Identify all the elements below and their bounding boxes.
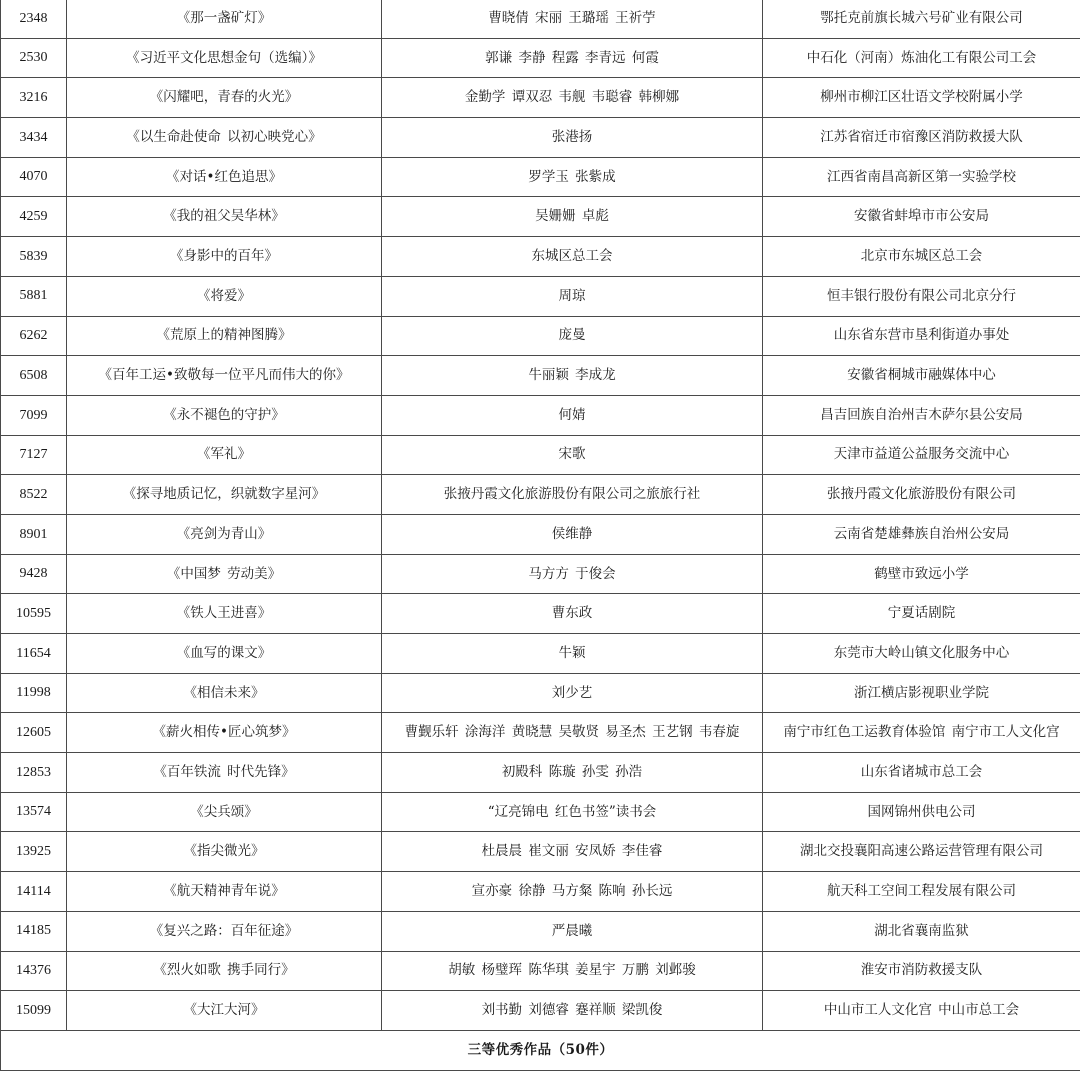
entry-id-cell: 5881 [1,276,67,316]
authors-cell: 罗学玉 张紫成 [382,157,763,197]
work-title-cell: 《荒原上的精神图腾》 [67,316,382,356]
unit-cell: 鹤壁市致远小学 [763,554,1080,594]
authors-cell: 刘少艺 [382,673,763,713]
work-title-cell: 《我的祖父吴华林》 [67,197,382,237]
authors-cell: 庞曼 [382,316,763,356]
entry-id-cell: 3216 [1,78,67,118]
entry-id-cell: 15099 [1,991,67,1031]
authors-cell: 何婧 [382,395,763,435]
unit-cell: 宁夏话剧院 [763,594,1080,634]
table-row [1,911,1080,951]
unit-cell: 南宁市红色工运教育体验馆 南宁市工人文化宫 [763,713,1080,753]
award-table-body [1,0,1080,1030]
work-title-cell: 《薪火相传•匠心筑梦》 [67,713,382,753]
entry-id-cell: 4070 [1,157,67,197]
table-row [1,475,1080,515]
entry-id-cell: 12605 [1,713,67,753]
unit-cell: 东莞市大岭山镇文化服务中心 [763,634,1080,674]
work-title-cell: 《大江大河》 [67,991,382,1031]
table-row [1,991,1080,1031]
authors-cell: 刘书勤 刘德睿 蹇祥顺 梁凯俊 [382,991,763,1031]
table-row [1,316,1080,356]
authors-cell: 金勤学 谭双忍 韦舰 韦聪睿 韩柳娜 [382,78,763,118]
entry-id-cell: 8901 [1,514,67,554]
entry-id-cell: 7127 [1,435,67,475]
table-row [1,395,1080,435]
table-row [1,38,1080,78]
unit-cell: 昌吉回族自治州吉木萨尔县公安局 [763,395,1080,435]
work-title-cell: 《以生命赴使命 以初心映党心》 [67,118,382,158]
unit-cell: 柳州市柳江区壮语文学校附属小学 [763,78,1080,118]
table-row [1,832,1080,872]
unit-cell: 中石化（河南）炼油化工有限公司工会 [763,38,1080,78]
authors-cell: 张掖丹霞文化旅游股份有限公司之旅旅行社 [382,475,763,515]
unit-cell: 国网锦州供电公司 [763,792,1080,832]
work-title-cell: 《习近平文化思想金句（选编）》 [67,38,382,78]
table-row [1,78,1080,118]
table-row [1,197,1080,237]
entry-id-cell: 11654 [1,634,67,674]
unit-cell: 浙江横店影视职业学院 [763,673,1080,713]
work-title-cell: 《相信未来》 [67,673,382,713]
authors-cell: 东城区总工会 [382,237,763,277]
unit-cell: 张掖丹霞文化旅游股份有限公司 [763,475,1080,515]
entry-id-cell: 8522 [1,475,67,515]
work-title-cell: 《铁人王进喜》 [67,594,382,634]
entry-id-cell: 10595 [1,594,67,634]
table-row [1,792,1080,832]
authors-cell: 牛丽颖 李成龙 [382,356,763,396]
entry-id-cell: 13574 [1,792,67,832]
unit-cell: 江西省南昌高新区第一实验学校 [763,157,1080,197]
authors-cell: 曹东政 [382,594,763,634]
authors-cell: 马方方 于俊会 [382,554,763,594]
authors-cell: 吴姗姗 卓彪 [382,197,763,237]
work-title-cell: 《永不褪色的守护》 [67,395,382,435]
unit-cell: 淮安市消防救援支队 [763,951,1080,991]
table-row [1,713,1080,753]
authors-cell: 曹觐乐轩 涂海洋 黄晓慧 吴敬贤 易圣杰 王艺钢 韦春旋 [382,713,763,753]
unit-cell: 航天科工空间工程发展有限公司 [763,872,1080,912]
unit-cell: 北京市东城区总工会 [763,237,1080,277]
work-title-cell: 《对话•红色追思》 [67,157,382,197]
authors-cell: 张港扬 [382,118,763,158]
entry-id-cell: 11998 [1,673,67,713]
unit-cell: 恒丰银行股份有限公司北京分行 [763,276,1080,316]
work-title-cell: 《将爱》 [67,276,382,316]
unit-cell: 山东省东营市垦利街道办事处 [763,316,1080,356]
entry-id-cell: 2530 [1,38,67,78]
section-heading: 三等优秀作品（50件） [1,1030,1080,1070]
table-row [1,673,1080,713]
authors-cell: 郭谦 李静 程露 李青远 何霞 [382,38,763,78]
table-row [1,0,1080,38]
work-title-cell: 《闪耀吧，青春的火光》 [67,78,382,118]
authors-cell: 宋歌 [382,435,763,475]
section-heading-row [1,1030,1080,1070]
entry-id-cell: 3434 [1,118,67,158]
work-title-cell: 《探寻地质记忆，织就数字星河》 [67,475,382,515]
work-title-cell: 《航天精神青年说》 [67,872,382,912]
authors-cell: 严晨曦 [382,911,763,951]
unit-cell: 山东省诸城市总工会 [763,753,1080,793]
unit-cell: 中山市工人文化宫 中山市总工会 [763,991,1080,1031]
entry-id-cell: 2348 [1,0,67,38]
entry-id-cell: 14376 [1,951,67,991]
authors-cell: 杜晨晨 崔文丽 安凤娇 李佳睿 [382,832,763,872]
table-row [1,634,1080,674]
work-title-cell: 《血写的课文》 [67,634,382,674]
entry-id-cell: 9428 [1,554,67,594]
work-title-cell: 《烈火如歌 携手同行》 [67,951,382,991]
entry-id-cell: 14185 [1,911,67,951]
work-title-cell: 《中国梦 劳动美》 [67,554,382,594]
table-row [1,356,1080,396]
entry-id-cell: 7099 [1,395,67,435]
work-title-cell: 《百年铁流 时代先锋》 [67,753,382,793]
unit-cell: 湖北省襄南监狱 [763,911,1080,951]
entry-id-cell: 12853 [1,753,67,793]
work-title-cell: 《亮剑为青山》 [67,514,382,554]
work-title-cell: 《尖兵颂》 [67,792,382,832]
table-row [1,951,1080,991]
authors-cell: 曹晓倩 宋丽 王璐瑶 王祈苧 [382,0,763,38]
entry-id-cell: 13925 [1,832,67,872]
unit-cell: 安徽省桐城市融媒体中心 [763,356,1080,396]
table-row [1,753,1080,793]
work-title-cell: 《复兴之路：百年征途》 [67,911,382,951]
authors-cell: 周琼 [382,276,763,316]
table-row [1,157,1080,197]
table-row [1,514,1080,554]
work-title-cell: 《指尖微光》 [67,832,382,872]
entry-id-cell: 6508 [1,356,67,396]
entry-id-cell: 14114 [1,872,67,912]
table-row [1,276,1080,316]
work-title-cell: 《百年工运•致敬每一位平凡而伟大的你》 [67,356,382,396]
unit-cell: 天津市益道公益服务交流中心 [763,435,1080,475]
work-title-cell: 《那一盏矿灯》 [67,0,382,38]
authors-cell: 初殿科 陈璇 孙雯 孙浩 [382,753,763,793]
table-row [1,872,1080,912]
authors-cell: “辽亮锦电 红色书签”读书会 [382,792,763,832]
authors-cell: 牛颖 [382,634,763,674]
table-row [1,118,1080,158]
authors-cell: 胡敏 杨璧珲 陈华琪 姜星宇 万鹏 刘邺骏 [382,951,763,991]
unit-cell: 云南省楚雄彝族自治州公安局 [763,514,1080,554]
authors-cell: 宣亦豪 徐静 马方粲 陈响 孙长远 [382,872,763,912]
unit-cell: 湖北交投襄阳高速公路运营管理有限公司 [763,832,1080,872]
unit-cell: 安徽省蚌埠市市公安局 [763,197,1080,237]
authors-cell: 侯维静 [382,514,763,554]
entry-id-cell: 6262 [1,316,67,356]
entry-id-cell: 5839 [1,237,67,277]
unit-cell: 鄂托克前旗长城六号矿业有限公司 [763,0,1080,38]
table-row [1,554,1080,594]
table-row [1,594,1080,634]
unit-cell: 江苏省宿迁市宿豫区消防救援大队 [763,118,1080,158]
work-title-cell: 《身影中的百年》 [67,237,382,277]
work-title-cell: 《军礼》 [67,435,382,475]
entry-id-cell: 4259 [1,197,67,237]
table-row [1,237,1080,277]
table-row [1,435,1080,475]
